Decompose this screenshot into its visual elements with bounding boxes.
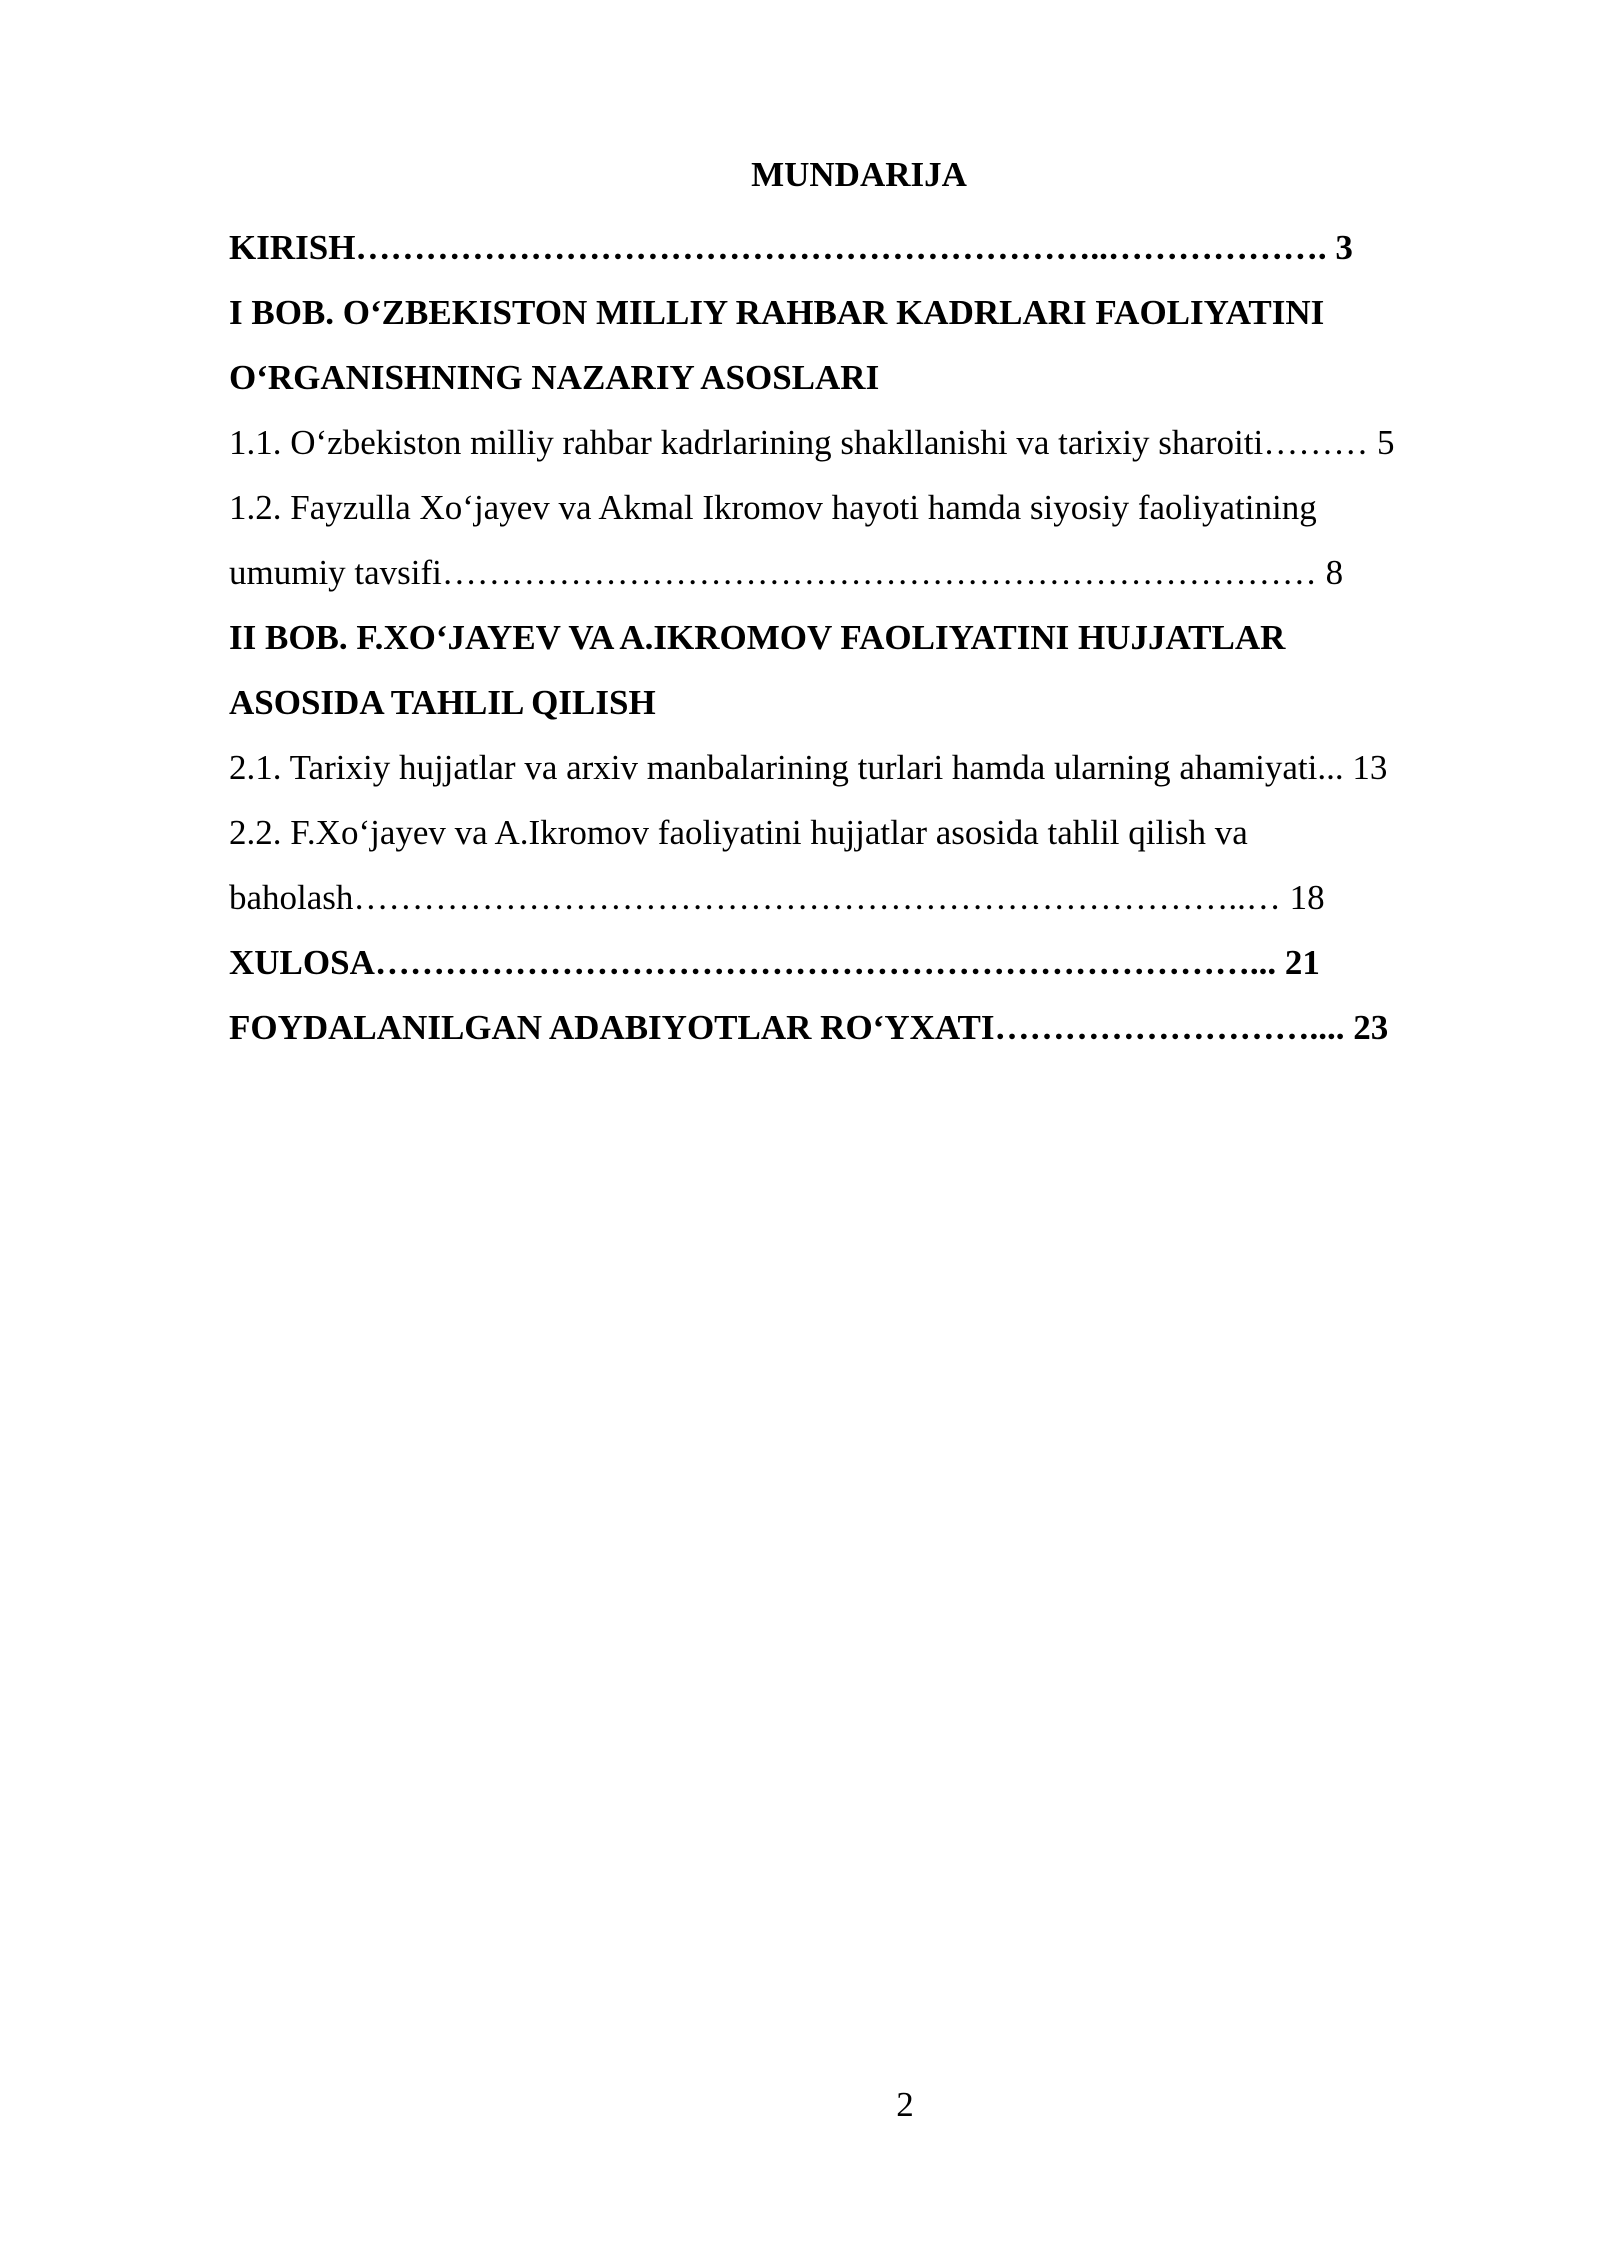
toc-entry-references: FOYDALANILGAN ADABIYOTLAR RO‘YXATI……………………….... 23 bbox=[229, 1008, 1389, 1047]
toc-entry-section-1-1: 1.1. O‘zbekiston milliy rahbar kadrlarining shakllanishi va tarixiy sharoiti……… 5 bbox=[229, 423, 1395, 462]
toc-entry-section-1-2-line-1: 1.2. Fayzulla Xo‘jayev va Akmal Ikromov hayoti hamda siyosiy faoliyatining bbox=[229, 488, 1317, 527]
toc-entry-xulosa: XULOSA…………………………………………………………………... 21 bbox=[229, 943, 1320, 982]
toc-title: MUNDARIJA bbox=[751, 155, 967, 194]
toc-entry-chapter-2-line-2: ASOSIDA TAHLIL QILISH bbox=[229, 683, 656, 722]
toc-entry-section-2-2-line-2: baholash…………………………………………………………………..… 18 bbox=[229, 878, 1325, 917]
toc-entry-chapter-1-line-2: O‘RGANISHNING NAZARIY ASOSLARI bbox=[229, 358, 880, 397]
toc-entry-chapter-2-line-1: II BOB. F.XO‘JAYEV VA A.IKROMOV FAOLIYATINI HUJJATLAR bbox=[229, 618, 1286, 657]
page-number: 2 bbox=[896, 2085, 914, 2124]
toc-entry-kirish: KIRISH………………………………………………………..………………. 3 bbox=[229, 228, 1353, 267]
toc-entry-section-1-2-line-2: umumiy tavsifi………………………………………………………………… 8 bbox=[229, 553, 1344, 592]
toc-entry-section-2-2-line-1: 2.2. F.Xo‘jayev va A.Ikromov faoliyatini hujjatlar asosida tahlil qilish va bbox=[229, 813, 1248, 852]
table-of-contents bbox=[229, 215, 1485, 1060]
toc-entry-chapter-1-line-1: I BOB. O‘ZBEKISTON MILLIY RAHBAR KADRLARI FAOLIYATINI bbox=[229, 293, 1325, 332]
toc-entry-section-2-1: 2.1. Tarixiy hujjatlar va arxiv manbalarining turlari hamda ularning ahamiyati... 13 bbox=[229, 748, 1388, 787]
